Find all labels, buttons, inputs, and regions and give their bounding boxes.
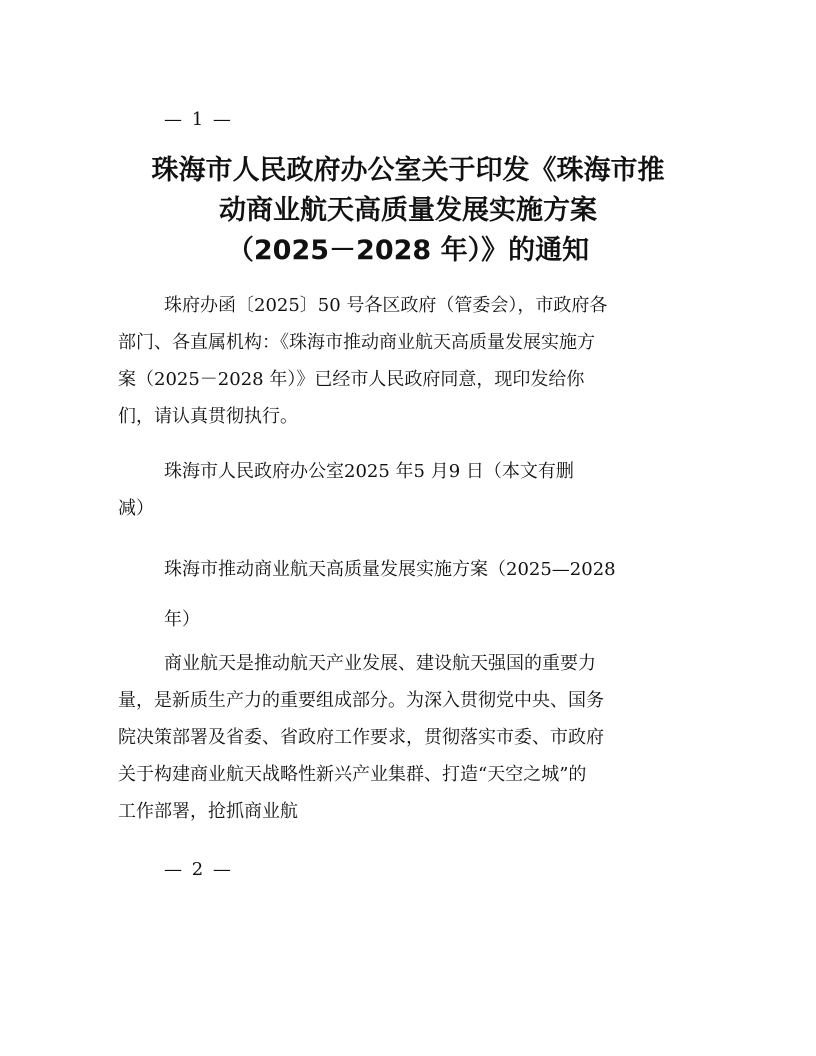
body-line: 工作部署，抢抓商业航 bbox=[118, 801, 298, 822]
notice-line: 珠府办函〔2025〕50 号各区政府（管委会），市政府各 bbox=[164, 295, 608, 316]
subtitle-line: 年） bbox=[164, 609, 200, 630]
signature-line: 减） bbox=[118, 498, 154, 519]
notice-line: 案（2025－2028 年）》已经市人民政府同意，现印发给你 bbox=[118, 369, 585, 390]
notice-paragraph bbox=[118, 287, 698, 435]
page-number-top: — 1 — bbox=[164, 109, 233, 130]
body-line: 关于构建商业航天战略性新兴产业集群、打造“天空之城”的 bbox=[118, 764, 587, 785]
body-paragraph bbox=[118, 645, 698, 830]
body-line: 量，是新质生产力的重要组成部分。为深入贯彻党中央、国务 bbox=[118, 690, 604, 711]
document-title bbox=[100, 151, 716, 271]
subtitle-line: 珠海市推动商业航天高质量发展实施方案（2025—2028 bbox=[164, 559, 616, 580]
notice-line: 部门、各直属机构：《珠海市推动商业航天高质量发展实施方 bbox=[118, 332, 595, 353]
plan-subtitle bbox=[118, 545, 698, 645]
title-line: （2025－2028 年）》的通知 bbox=[226, 235, 590, 266]
body-line: 院决策部署及省委、省政府工作要求，贯彻落实市委、市政府 bbox=[118, 727, 604, 748]
title-line: 动商业航天高质量发展实施方案 bbox=[219, 195, 597, 226]
signature-paragraph bbox=[118, 453, 698, 527]
page-number-bottom: — 2 — bbox=[164, 859, 233, 880]
signature-line: 珠海市人民政府办公室2025 年5 月9 日（本文有删 bbox=[164, 461, 574, 482]
title-line: 珠海市人民政府办公室关于印发《珠海市推 bbox=[151, 155, 665, 186]
notice-line: 们，请认真贯彻执行。 bbox=[118, 406, 298, 427]
body-line: 商业航天是推动航天产业发展、建设航天强国的重要力 bbox=[164, 653, 596, 674]
